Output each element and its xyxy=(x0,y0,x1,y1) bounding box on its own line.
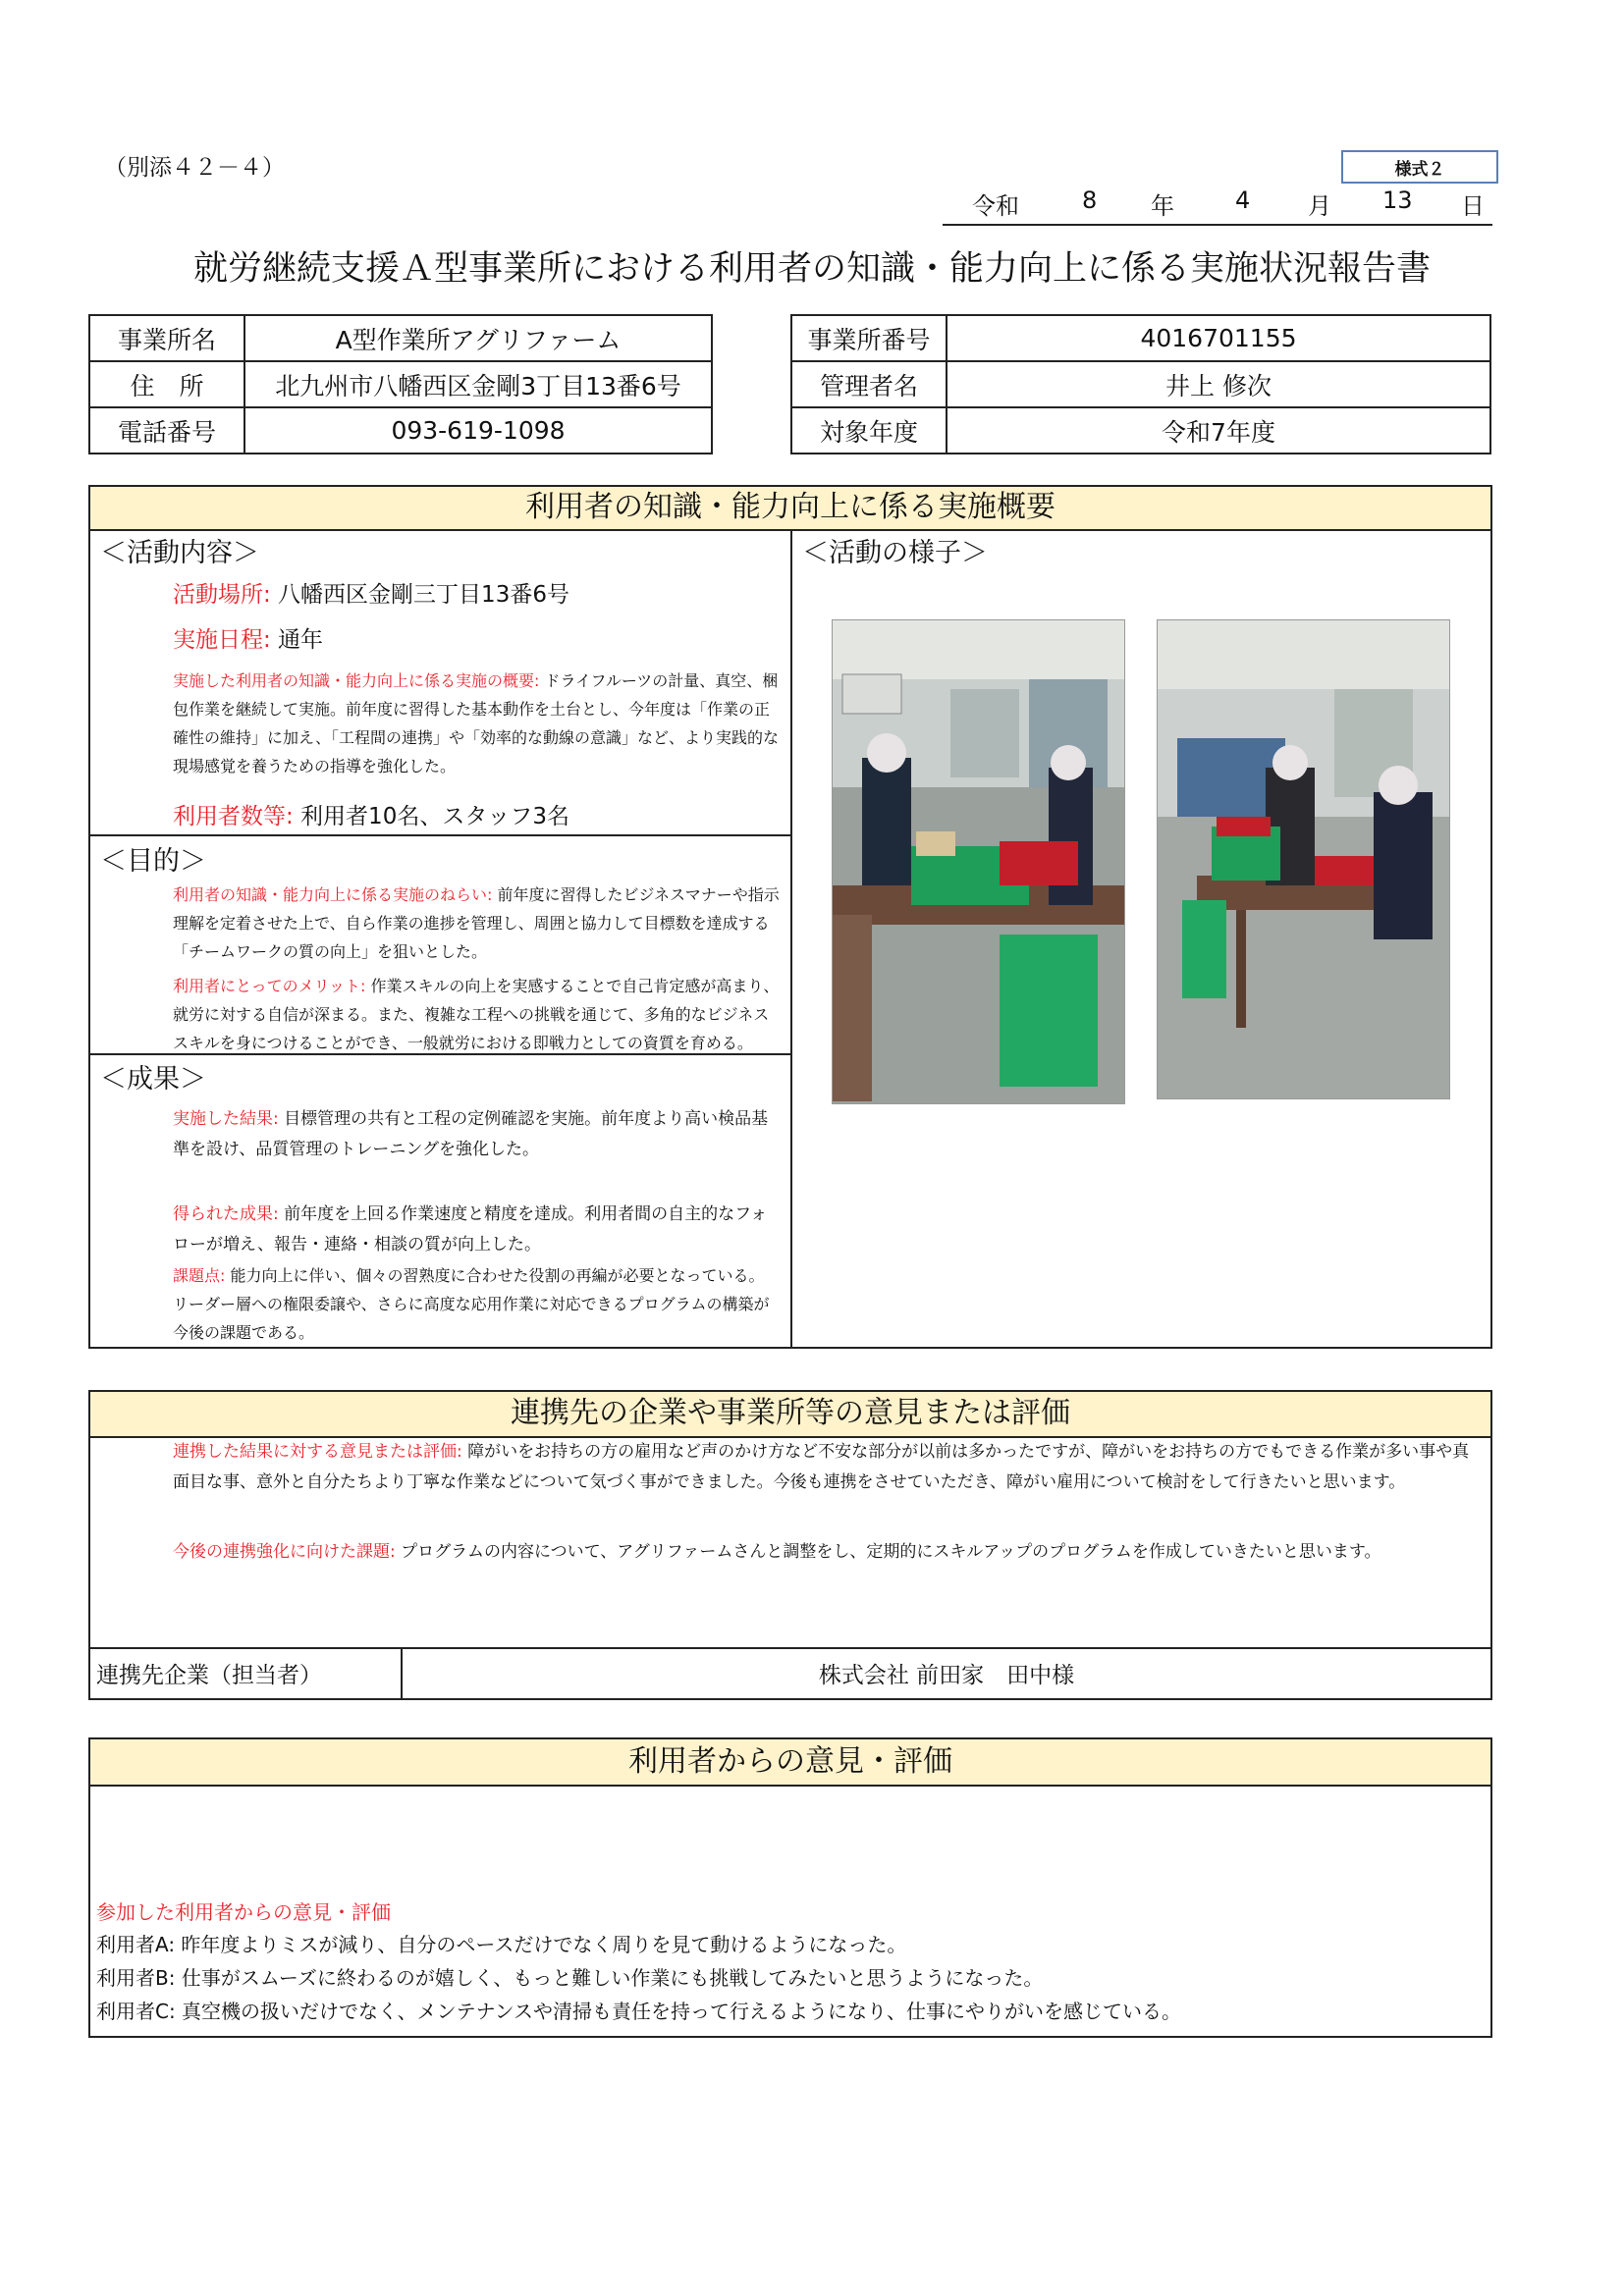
workroom-scene-image xyxy=(1158,620,1449,1098)
overview-left-column xyxy=(90,531,790,1347)
info-value: 井上 修次 xyxy=(947,361,1490,407)
workroom-scene-image xyxy=(833,620,1124,1103)
divider xyxy=(90,834,790,836)
result-outcome xyxy=(173,1200,780,1260)
result-text: 目標管理の共有と工程の定例確認を実施。前年度より高い検品基準を設け、品質管理のトレーニングを強化した。 xyxy=(173,1109,769,1159)
merit-text: 作業スキルの向上を実感することで自己肯定感が高まり、就労に対する自信が深まる。また、複雑な工程への挑戦を通じて、多角的なビジネススキルを身につけることができ、一般就労における即戦力としての資質を育める。 xyxy=(173,977,780,1052)
future-text: プログラムの内容について、アグリファームさんと調整をし、定期的にスキルアップのプログラムを作成していきたいと思います。 xyxy=(395,1542,1381,1562)
facility-name-row xyxy=(89,315,712,361)
result-heading: ＜成果＞ xyxy=(100,1064,206,1095)
user-opinion-section xyxy=(88,1737,1492,2038)
place-label: 活動場所: xyxy=(173,582,271,608)
partner-future xyxy=(173,1537,1479,1568)
result-issue-clip xyxy=(90,1267,790,1347)
activity-place xyxy=(173,576,569,609)
info-label: 電話番号 xyxy=(89,407,244,454)
place-value: 八幡西区金剛三丁目13番6号 xyxy=(270,582,569,608)
divider xyxy=(90,1053,790,1055)
address-row xyxy=(89,361,712,407)
activity-photo-2 xyxy=(1157,619,1450,1099)
phone-row xyxy=(89,407,712,454)
user-opinion-heading: 利用者からの意見・評価 xyxy=(90,1739,1490,1787)
participant-count xyxy=(173,798,569,830)
facility-info-table xyxy=(88,314,713,454)
info-value: 令和7年度 xyxy=(947,407,1490,454)
issue-text: 能力向上に伴い、個々の習熟度に合わせた役割の再編が必要となっている。リーダー層への権限委譲や、さらに高度な応用作業に対応できるプログラムの構築が今後の課題である。 xyxy=(173,1267,770,1342)
issue-label: 課題点: xyxy=(173,1267,226,1285)
partner-heading: 連携先の企業や事業所等の意見または評価 xyxy=(90,1392,1490,1438)
aim-text: 前年度に習得したビジネスマナーや指示理解を定着させた上で、自ら作業の進捗を管理し、周囲と協力して目標数を達成する「チームワークの質の向上」を狙いとした。 xyxy=(173,885,780,961)
fiscal-year-row xyxy=(791,407,1490,454)
schedule-label: 実施日程: xyxy=(173,627,271,653)
date-month: 4 xyxy=(1235,187,1251,214)
partner-company-label: 連携先企業（担当者） xyxy=(96,1663,322,1688)
facility-meta-table xyxy=(790,314,1491,454)
aim-label: 利用者の知識・能力向上に係る実施のねらい: xyxy=(173,885,493,904)
report-date xyxy=(943,187,1492,226)
activity-schedule xyxy=(173,621,323,654)
activity-summary xyxy=(173,667,780,780)
partner-section xyxy=(88,1390,1492,1700)
attachment-label: （別添４２－４） xyxy=(104,155,285,181)
info-label: 管理者名 xyxy=(791,361,947,407)
user-opinion-line: 利用者B: 仕事がスムーズに終わるのが嬉しく、もっと難しい作業にも挑戦してみたいと思うようになった。 xyxy=(96,1966,1044,1990)
date-year: 8 xyxy=(1082,187,1098,214)
opinion-label: 連携した結果に対する意見または評価: xyxy=(173,1442,462,1462)
scene-heading: ＜活動の様子＞ xyxy=(802,538,988,568)
form-label: 様式２ xyxy=(1394,159,1445,180)
info-label: 住 所 xyxy=(89,361,244,407)
partner-company-value: 株式会社 前田家 田中様 xyxy=(818,1663,1075,1688)
result-label: 実施した結果: xyxy=(173,1109,279,1129)
activity-heading: ＜活動内容＞ xyxy=(100,538,259,568)
info-label: 事業所名 xyxy=(89,315,244,361)
info-value: 北九州市八幡西区金剛3丁目13番6号 xyxy=(244,361,712,407)
overview-right-column xyxy=(792,531,1490,1347)
info-value: 093-619-1098 xyxy=(244,407,712,454)
schedule-value: 通年 xyxy=(270,627,324,653)
summary-label: 実施した利用者の知識・能力向上に係る実施の概要: xyxy=(173,671,540,690)
manager-row xyxy=(791,361,1490,407)
activity-photo-1 xyxy=(832,619,1125,1104)
summary-text: ドライフルーツの計量、真空、梱包作業を継続して実施。前年度に習得した基本動作を土台とし、今年度は「作業の正確性の維持」に加え、「工程間の連携」や「効率的な動線の意識」など、より実践的な現場感覚を養うための指導を強化した。 xyxy=(173,671,779,775)
result-implemented xyxy=(173,1104,780,1165)
user-opinion-line: 利用者A: 昨年度よりミスが減り、自分のペースだけでなく周りを見て動けるようになった。 xyxy=(96,1933,907,1956)
form-label-box xyxy=(1341,150,1498,184)
date-era: 令和 xyxy=(972,192,1019,220)
future-label: 今後の連携強化に向けた課題: xyxy=(173,1542,396,1562)
purpose-merit xyxy=(173,972,780,1057)
info-label: 対象年度 xyxy=(791,407,947,454)
info-label: 事業所番号 xyxy=(791,315,947,361)
merit-label: 利用者にとってのメリット: xyxy=(173,977,366,995)
user-opinion-list xyxy=(96,1928,1181,2028)
partner-opinion xyxy=(173,1437,1479,1498)
result-issue xyxy=(173,1267,780,1347)
outcome-label: 得られた成果: xyxy=(173,1204,279,1224)
overview-heading: 利用者の知識・能力向上に係る実施概要 xyxy=(90,487,1490,531)
count-label: 利用者数等: xyxy=(173,804,294,829)
date-year-unit: 年 xyxy=(1151,192,1174,220)
opinion-text: 障がいをお持ちの方の雇用など声のかけ方など不安な部分が以前は多かったですが、障がいをお持ちの方でもできる作業が多い事や真面目な事、意外と自分たちより丁寧な作業などについて気づく事ができました。今後も連携をさせていただき、障がい雇用について検討をして行きたいと思います。 xyxy=(173,1442,1470,1492)
purpose-aim xyxy=(173,881,780,966)
user-opinion-sublabel: 参加した利用者からの意見・評価 xyxy=(96,1900,391,1924)
date-month-unit: 月 xyxy=(1308,192,1331,220)
facility-number-row xyxy=(791,315,1490,361)
date-day-unit: 日 xyxy=(1461,192,1485,220)
count-value: 利用者10名、スタッフ3名 xyxy=(293,804,569,829)
user-opinion-line: 利用者C: 真空機の扱いだけでなく、メンテナンスや清掃も責任を持って行えるようになり、仕事にやりがいを感じている。 xyxy=(96,2000,1182,2023)
date-day: 13 xyxy=(1382,187,1413,214)
purpose-heading: ＜目的＞ xyxy=(100,846,206,877)
page-title: 就労継続支援Ａ型事業所における利用者の知識・能力向上に係る実施状況報告書 xyxy=(192,249,1431,289)
divider xyxy=(90,1647,1490,1649)
overview-section xyxy=(88,485,1492,1349)
info-value: A型作業所アグリファーム xyxy=(244,315,712,361)
info-value: 4016701155 xyxy=(947,315,1490,361)
outcome-text: 前年度を上回る作業速度と精度を達成。利用者間の自主的なフォローが増え、報告・連絡・相談の質が向上した。 xyxy=(173,1204,768,1255)
